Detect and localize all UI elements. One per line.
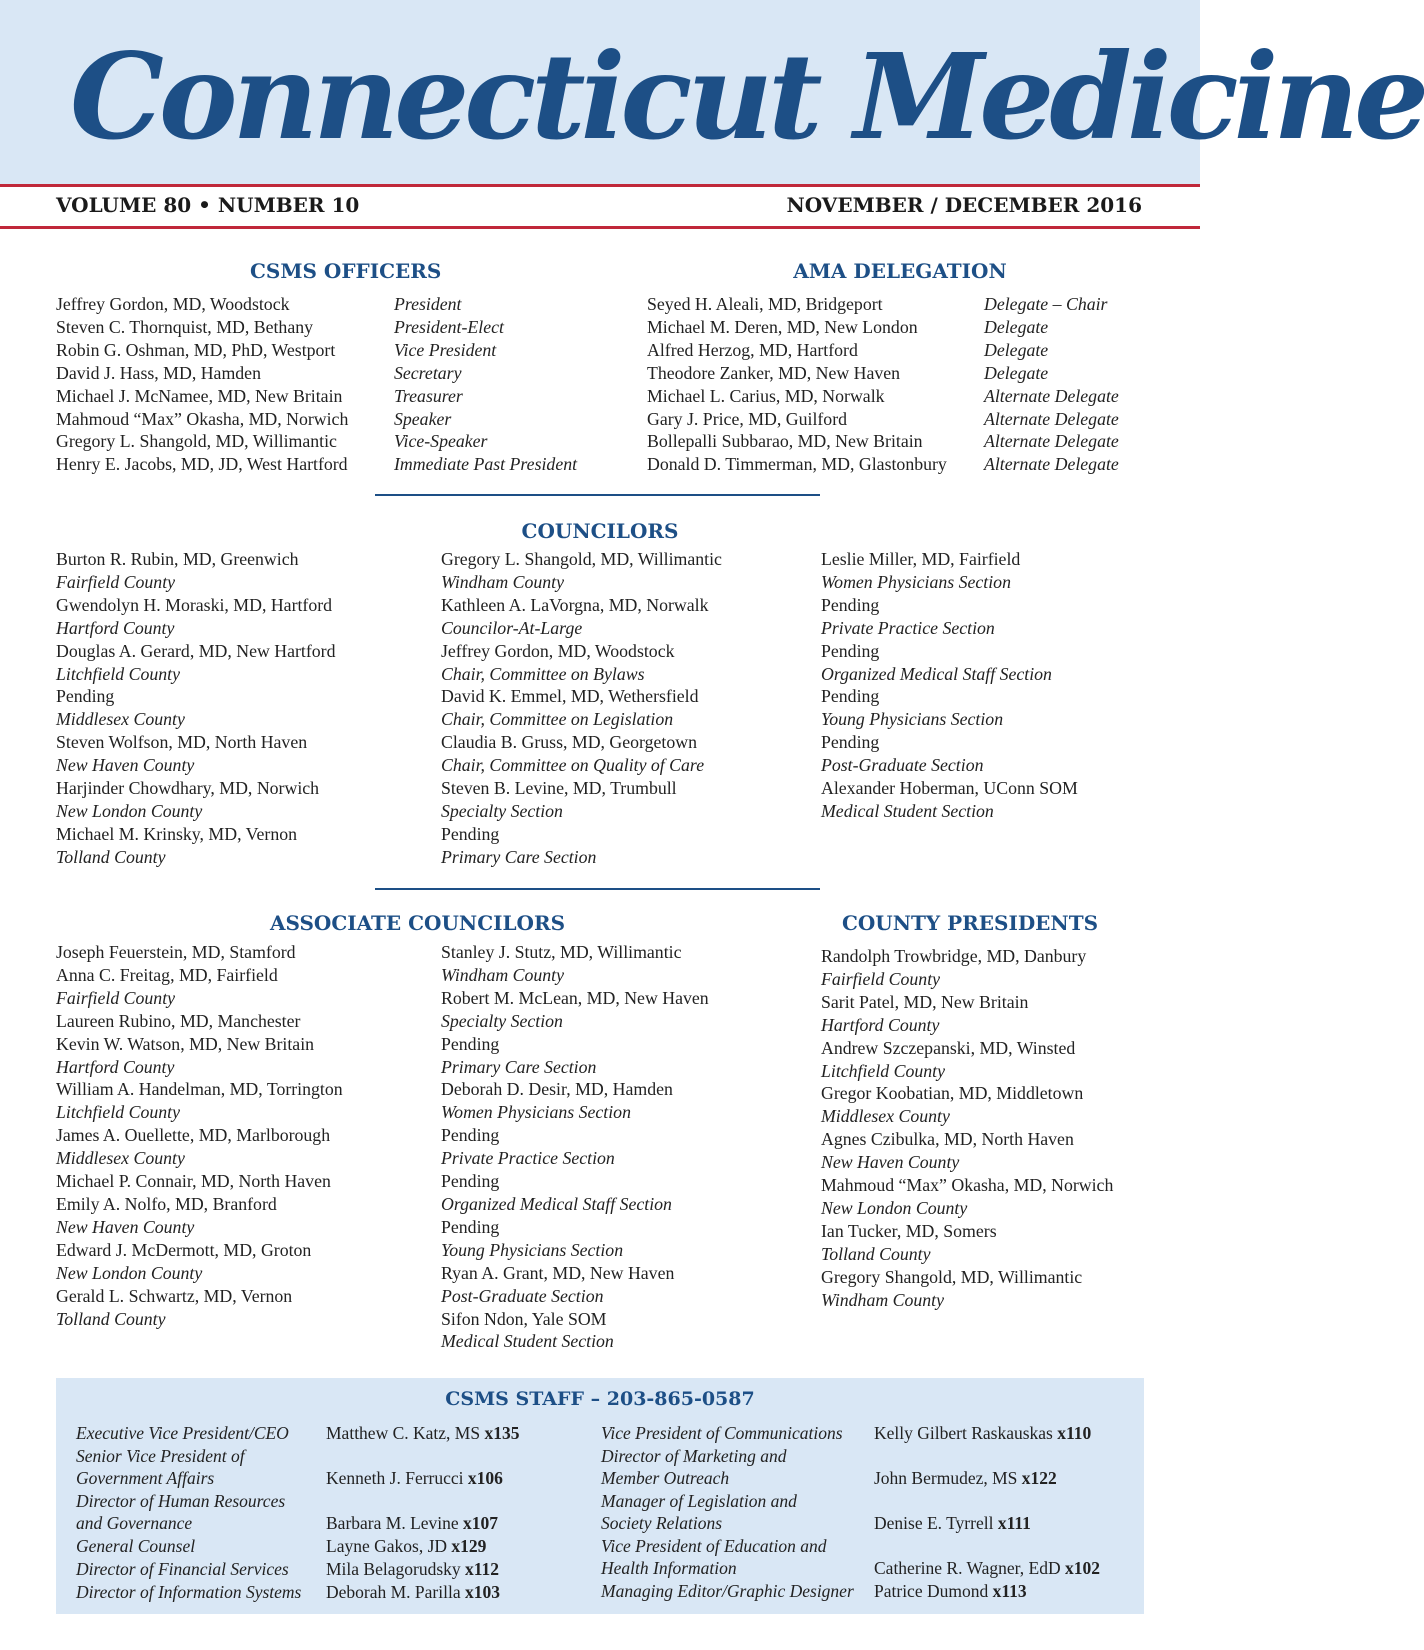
issue-bar [0,187,1200,223]
staff-role-line: Director of Marketing and [601,1446,787,1466]
associate-councilor-name: Emily A. Nolfo, MD, Branford [56,1193,277,1214]
associate-councilor-name: Ryan A. Grant, MD, New Haven [441,1262,675,1283]
councilor-name: Jeffrey Gordon, MD, Woodstock [441,640,675,661]
associate-councilor-name: Laureen Rubino, MD, Manchester [56,1010,301,1031]
staff-extension: x102 [1065,1558,1100,1578]
staff-role-line: Manager of Legislation and [601,1491,797,1511]
staff-name [326,1422,519,1444]
councilor-role: Litchfield County [56,663,180,684]
councilor-role: Chair, Committee on Bylaws [441,663,645,684]
councilor-name: Harjinder Chowdhary, MD, Norwich [56,778,320,799]
associate-councilor-role: New Haven County [56,1216,195,1237]
associate-councilor-role: Middlesex County [56,1148,185,1169]
councilor-role: Post-Graduate Section [821,755,984,776]
councilor-name: Pending [821,732,880,753]
staff-person: Barbara M. Levine [326,1513,464,1533]
councilor-role: Chair, Committee on Quality of Care [441,755,705,776]
staff-extension: x106 [467,1468,503,1488]
staff-person: Mila Belagorudsky [326,1559,466,1579]
ama-member-role: Delegate – Chair [984,294,1108,314]
officers-member-name: Henry E. Jacobs, MD, JD, West Hartford [56,454,348,475]
ama-member-name: Seyed H. Aleali, MD, Bridgeport [647,294,883,314]
associate-councilor-name: Kevin W. Watson, MD, New Britain [56,1033,315,1054]
ama-member-role: Alternate Delegate [984,454,1119,475]
staff-role-line: Member Outreach [601,1468,730,1488]
councilor-role: Specialty Section [441,800,563,821]
councilor-role: New Haven County [56,755,195,776]
officers-member-name: Mahmoud “Max” Okasha, MD, Norwich [56,408,349,429]
associate-councilors-column-2 [441,941,709,1353]
staff-role [76,1422,289,1444]
officers-member-name: Jeffrey Gordon, MD, Woodstock [56,294,290,314]
associate-councilor-name: Sifon Ndon, Yale SOM [441,1308,607,1329]
councilor-name: Leslie Miller, MD, Fairfield [821,549,1021,569]
staff-role [76,1535,195,1557]
issue-date: NOVEMBER / DECEMBER 2016 [786,193,1142,217]
county-president-county: Litchfield County [821,1060,945,1081]
officers-member-role: Speaker [394,408,452,429]
associate-councilor-name: William A. Handelman, MD, Torrington [56,1079,343,1100]
ama-names [647,293,947,476]
staff-role-line: General Counsel [76,1536,196,1556]
ama-member-name: Bollepalli Subbarao, MD, New Britain [647,431,923,452]
officers-member-role: Treasurer [394,385,463,406]
councilor-name: Steven Wolfson, MD, North Haven [56,732,308,753]
councilor-name: Alexander Hoberman, UConn SOM [821,778,1078,799]
ama-member-name: Alfred Herzog, MD, Hartford [647,339,858,360]
staff-name [874,1422,1091,1444]
county-president-county: Middlesex County [821,1106,950,1127]
councilor-role: Hartford County [56,617,175,638]
officers-member-name: Gregory L. Shangold, MD, Willimantic [56,431,337,452]
section-divider [375,494,820,496]
county-president-county: New London County [821,1197,968,1218]
masthead [0,0,1424,184]
staff-role [76,1558,289,1580]
councilor-role: Private Practice Section [821,617,995,638]
staff-role-line: Executive Vice President/CEO [76,1423,289,1443]
staff-name [874,1557,1100,1579]
councilor-role: Councilor-At-Large [441,617,583,638]
staff-role-line: Director of Financial Services [76,1559,289,1579]
councilor-name: Michael M. Krinsky, MD, Vernon [56,823,298,844]
associate-councilor-name: Michael P. Connair, MD, North Haven [56,1171,331,1192]
staff-person: Patrice Dumond [874,1581,993,1601]
councilors-column-1 [56,548,336,869]
staff-role [601,1535,827,1579]
county-president-name: Andrew Szczepanski, MD, Winsted [821,1037,1076,1058]
councilor-name: Gregory L. Shangold, MD, Willimantic [441,549,722,569]
associate-councilor-name: Stanley J. Stutz, MD, Willimantic [441,942,682,962]
ama-member-role: Alternate Delegate [984,431,1119,452]
staff-extension: x135 [484,1423,520,1443]
staff-name [326,1558,499,1580]
associate-councilor-name: Pending [441,1033,500,1054]
associate-councilor-role: Windham County [441,964,564,985]
county-president-name: Ian Tucker, MD, Somers [821,1220,997,1241]
bottom-red-rule [0,226,1200,229]
ama-member-role: Delegate [984,316,1049,337]
councilor-role: Organized Medical Staff Section [821,663,1052,684]
councilor-name: Pending [56,686,115,707]
councilor-role: Windham County [441,571,564,592]
councilor-name: Pending [821,686,880,707]
ama-member-role: Delegate [984,362,1049,383]
staff-role [76,1581,301,1603]
associate-councilor-role: Hartford County [56,1056,175,1077]
staff-role [601,1490,797,1534]
councilor-name: Gwendolyn H. Moraski, MD, Hartford [56,594,333,615]
associate-councilor-role: New London County [56,1262,203,1283]
volume-number: VOLUME 80 • NUMBER 10 [56,193,360,217]
associate-councilor-name: Pending [441,1171,500,1192]
ama-member-role: Alternate Delegate [984,385,1119,406]
county-president-name: Mahmoud “Max” Okasha, MD, Norwich [821,1175,1114,1196]
councilor-role: New London County [56,800,203,821]
staff-name [326,1535,486,1557]
staff-extension: x112 [465,1559,500,1579]
officers-member-name: Michael J. McNamee, MD, New Britain [56,385,343,406]
staff-extension: x103 [465,1582,500,1602]
county-president-name: Gregor Koobatian, MD, Middletown [821,1083,1084,1104]
councilor-name: Claudia B. Gruss, MD, Georgetown [441,732,697,753]
councilor-name: David K. Emmel, MD, Wethersfield [441,686,699,707]
associate-councilors-column-1 [56,941,343,1330]
staff-name [326,1467,503,1489]
ama-member-name: Michael L. Carius, MD, Norwalk [647,385,885,406]
ama-roles [984,293,1119,476]
associate-councilor-name: Anna C. Freitag, MD, Fairfield [56,964,278,985]
associate-councilor-role: Young Physicians Section [441,1239,624,1260]
ama-member-role: Alternate Delegate [984,408,1119,429]
staff-person: John Bermudez, MS [874,1468,1022,1488]
staff-extension: x107 [463,1513,499,1533]
staff-person: Catherine R. Wagner, EdD [874,1558,1065,1578]
associate-councilor-role: Women Physicians Section [441,1102,631,1123]
officers-heading: CSMS OFFICERS [250,259,442,283]
officers-member-name: Steven C. Thornquist, MD, Bethany [56,316,313,337]
staff-role [76,1490,285,1534]
councilor-name: Burton R. Rubin, MD, Greenwich [56,549,299,569]
staff-role-line: Vice President of Communications [601,1423,843,1443]
councilors-column-2 [441,548,722,869]
associate-councilor-name: Gerald L. Schwartz, MD, Vernon [56,1285,293,1306]
councilor-role: Women Physicians Section [821,571,1011,592]
associate-councilor-name: Pending [441,1125,500,1146]
associate-councilor-role: Specialty Section [441,1010,563,1031]
staff-role-line: Director of Human Resources [76,1491,286,1511]
staff-role-line: Senior Vice President of [76,1446,245,1466]
associate-councilor-name: Deborah D. Desir, MD, Hamden [441,1079,673,1100]
county-president-county: Fairfield County [821,968,941,989]
officers-member-name: Robin G. Oshman, MD, PhD, Westport [56,339,336,360]
staff-role [601,1445,787,1489]
staff-person: Kelly Gilbert Raskauskas [874,1423,1058,1443]
staff-role-line: and Governance [76,1513,193,1533]
ama-heading: AMA DELEGATION [793,259,1007,283]
councilor-name: Pending [821,640,880,661]
associate-councilor-name: Robert M. McLean, MD, New Haven [441,987,709,1008]
staff-name [874,1512,1031,1534]
councilor-name: Pending [821,594,880,615]
county-president-name: Gregory Shangold, MD, Willimantic [821,1266,1083,1287]
staff-extension: x129 [451,1536,487,1556]
staff-role [601,1580,854,1602]
ama-member-name: Donald D. Timmerman, MD, Glastonbury [647,454,947,475]
associate-councilor-role: Fairfield County [56,987,176,1008]
staff-role [76,1445,245,1489]
staff-person: Matthew C. Katz, MS [326,1423,485,1443]
associate-councilor-name: Pending [441,1216,500,1237]
councilor-role: Middlesex County [56,709,185,730]
councilors-column-3 [821,548,1078,823]
staff-role [601,1422,843,1444]
councilor-role: Medical Student Section [821,800,994,821]
councilor-name: Steven B. Levine, MD, Trumbull [441,778,677,799]
county-president-name: Randolph Trowbridge, MD, Danbury [821,946,1087,966]
county-president-name: Agnes Czibulka, MD, North Haven [821,1129,1074,1150]
councilor-name: Pending [441,823,500,844]
county-president-county: Tolland County [821,1243,931,1264]
councilor-role: Young Physicians Section [821,709,1004,730]
officers-member-role: Vice-Speaker [394,431,488,452]
councilors-heading: COUNCILORS [521,519,679,543]
county-president-name: Sarit Patel, MD, New Britain [821,991,1029,1012]
officers-roles [394,293,577,476]
councilor-name: Kathleen A. LaVorgna, MD, Norwalk [441,594,709,615]
councilor-role: Fairfield County [56,571,176,592]
ama-member-role: Delegate [984,339,1049,360]
staff-role-line: Director of Information Systems [76,1582,302,1602]
associate-councilor-name: James A. Ouellette, MD, Marlborough [56,1125,331,1146]
staff-extension: x110 [1057,1423,1092,1443]
section-divider [375,888,820,890]
county-presidents-column [821,945,1113,1312]
staff-name [874,1467,1057,1489]
staff-person: Deborah M. Parilla [326,1582,465,1602]
staff-role-line: Vice President of Education and [601,1536,827,1556]
officers-names [56,293,348,476]
associate-councilor-role: Primary Care Section [441,1056,597,1077]
staff-box [56,1378,1144,1614]
staff-person: Layne Gakos, JD [326,1536,452,1556]
associate-councilor-name: Joseph Feuerstein, MD, Stamford [56,942,296,962]
staff-name [326,1581,500,1603]
associate-councilor-role: Tolland County [56,1308,166,1329]
officers-member-name: David J. Hass, MD, Hamden [56,362,261,383]
staff-role-line: Health Information [601,1558,737,1578]
staff-role-line: Society Relations [601,1513,723,1533]
staff-role-line: Managing Editor/Graphic Designer [601,1581,854,1601]
associate-councilor-role: Litchfield County [56,1102,180,1123]
ama-member-name: Gary J. Price, MD, Guilford [647,408,848,429]
staff-person: Denise E. Tyrrell [874,1513,998,1533]
councilor-name: Douglas A. Gerard, MD, New Hartford [56,640,336,661]
county-president-county: New Haven County [821,1152,960,1173]
officers-member-role: President [394,294,462,314]
councilor-role: Primary Care Section [441,846,597,867]
ama-member-name: Theodore Zanker, MD, New Haven [647,362,901,383]
officers-member-role: Vice President [394,339,497,360]
associate-councilors-heading: ASSOCIATE COUNCILORS [269,911,566,935]
staff-extension: x111 [997,1513,1031,1533]
officers-member-role: Immediate Past President [394,454,578,475]
officers-member-role: President-Elect [394,316,504,337]
associate-councilor-name: Edward J. McDermott, MD, Groton [56,1239,312,1260]
councilor-role: Chair, Committee on Legislation [441,709,674,730]
staff-heading: CSMS STAFF – 203-865-0587 [445,1388,755,1410]
county-presidents-heading: COUNTY PRESIDENTS [841,911,1099,935]
associate-councilor-role: Private Practice Section [441,1148,615,1169]
associate-councilor-role: Post-Graduate Section [441,1285,604,1306]
staff-role-line: Government Affairs [76,1468,215,1488]
staff-extension: x122 [1021,1468,1057,1488]
county-president-county: Windham County [821,1289,944,1310]
officers-member-role: Secretary [394,362,462,383]
staff-name [874,1580,1027,1602]
journal-title: Connecticut Medicine [70,27,1424,166]
county-president-county: Hartford County [821,1014,940,1035]
ama-member-name: Michael M. Deren, MD, New London [647,316,918,337]
councilor-role: Tolland County [56,846,166,867]
staff-name [326,1512,498,1534]
associate-councilor-role: Organized Medical Staff Section [441,1193,672,1214]
staff-extension: x113 [992,1581,1027,1601]
associate-councilor-role: Medical Student Section [441,1331,614,1352]
staff-person: Kenneth J. Ferrucci [326,1468,468,1488]
